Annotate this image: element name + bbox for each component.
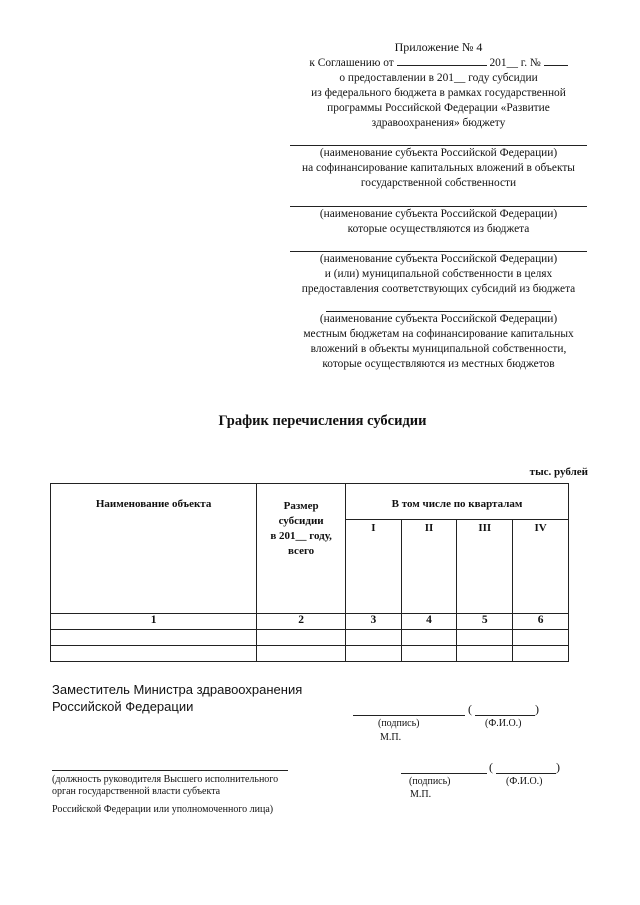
appendix-line2: о предоставлении в 201__ году субсидии xyxy=(339,72,538,84)
appendix-line8: которые осуществляются из бюджета xyxy=(347,223,530,235)
appendix-line13: которые осуществляются из местных бюджетов xyxy=(322,358,555,370)
agreement-year: 201__ г. № xyxy=(489,57,541,69)
deputy-minister-title xyxy=(52,681,302,715)
table-cell[interactable] xyxy=(513,630,569,646)
table-cell[interactable] xyxy=(345,630,401,646)
column-number: 2 xyxy=(257,614,346,630)
column-header-size xyxy=(257,484,346,614)
size-line2: субсидии xyxy=(278,515,324,527)
agreement-prefix: к Соглашению от xyxy=(309,57,394,69)
table-cell[interactable] xyxy=(457,630,513,646)
appendix-title: Приложение № 4 xyxy=(394,40,483,54)
agreement-line xyxy=(276,55,601,71)
appendix-header xyxy=(276,40,601,372)
caption-2: (наименование субъекта Российской Федерации) xyxy=(319,208,558,220)
table-row xyxy=(51,646,569,662)
appendix-line6: на софинансирование капитальных вложений в объекты xyxy=(302,162,575,174)
table-cell[interactable] xyxy=(513,646,569,662)
table-cell[interactable] xyxy=(51,630,257,646)
table-row xyxy=(51,630,569,646)
signature-caption: (подпись) xyxy=(409,776,451,787)
column-number: 5 xyxy=(457,614,513,630)
table-cell[interactable] xyxy=(401,630,457,646)
schedule-title: График перечисления субсидии xyxy=(218,413,427,429)
table-cell[interactable] xyxy=(257,630,346,646)
caption-1: (наименование субъекта Российской Федерации) xyxy=(319,147,558,159)
stamp-label: М.П. xyxy=(380,732,402,743)
official-line3: Российской Федерации или уполномоченного лица) xyxy=(52,804,274,815)
table-cell[interactable] xyxy=(345,646,401,662)
appendix-line3: из федерального бюджета в рамках государственной xyxy=(311,87,566,99)
stamp-label: М.П. xyxy=(410,789,432,800)
column-header-q3: III xyxy=(457,519,513,613)
caption-3: (наименование субъекта Российской Федерации) xyxy=(319,253,558,265)
fio-caption: (Ф.И.О.) xyxy=(485,718,522,729)
size-line3: в 201__ году, xyxy=(270,530,332,542)
signature-line[interactable] xyxy=(401,773,487,774)
official-line1: (должность руководителя Высшего исполнительного xyxy=(52,774,279,785)
table-cell[interactable] xyxy=(401,646,457,662)
column-header-quarters: В том числе по кварталам xyxy=(345,484,568,520)
unit-label: тыс. рублей xyxy=(529,466,588,478)
size-line4: всего xyxy=(287,545,315,557)
fio-caption: (Ф.И.О.) xyxy=(506,776,543,787)
column-number: 6 xyxy=(513,614,569,630)
column-number: 4 xyxy=(401,614,457,630)
schedule-table xyxy=(50,483,569,662)
column-header-name: Наименование объекта xyxy=(51,484,257,614)
fio-line[interactable] xyxy=(475,715,535,716)
signature-caption: (подпись) xyxy=(378,718,420,729)
column-number: 3 xyxy=(345,614,401,630)
appendix-line11: местным бюджетам на софинансирование капитальных xyxy=(303,328,574,340)
table-cell[interactable] xyxy=(457,646,513,662)
document-page: Приложение № 4 к Соглашению от 201__ г. № о предоставлении в 201__ году субсидии из федерального бюджета в рамках государственной программы Российской Федерации «Развитие здравоохранения» бюджету (наименование субъекта Российской Федерации) на софинансирование капитальных вложений в объекты государственной собственности (наименование субъекта Российской Федерации) которые осуществляются из бюджета (наименование субъекта Российской Федерации) и (или) муниципальной собственности в целях предоставления соответствующих субсидий из бюджета (наименование субъекта Российской Федерации) местным бюджетам на софинансирование капитальных вложений в объекты муниципальной собственности, которые осуществляются из местных бюджетов График перечисления субсидии тыс. рублей Наименование объекта Размер субсидии в 201__ году, всего В том числе по кварталам I II III IV 1 2 3 4 5 6 Заместитель Министра здравоохранения Российской Федерации ( ) (подпись) (Ф.И.О.) М.П. (должность руководителя Высшего исполнительного орган государственной власти субъекта Российской Федерации или уполномоченного лица) ( ) (подпись) (Ф.И.О.) М.П. xyxy=(0,0,640,905)
official-line2: орган государственной власти субъекта xyxy=(52,786,221,797)
column-numbers-row xyxy=(51,614,569,630)
caption-4: (наименование субъекта Российской Федерации) xyxy=(319,313,558,325)
column-header-q4: IV xyxy=(513,519,569,613)
column-header-q1: I xyxy=(345,519,401,613)
deputy-line2: Российской Федерации xyxy=(52,699,194,714)
deputy-line1: Заместитель Министра здравоохранения xyxy=(52,682,303,697)
signature-line[interactable] xyxy=(353,715,465,716)
size-line1: Размер xyxy=(283,500,319,512)
appendix-line7: государственной собственности xyxy=(360,177,517,189)
column-number: 1 xyxy=(51,614,257,630)
column-header-q2: II xyxy=(401,519,457,613)
fio-line[interactable] xyxy=(496,773,556,774)
appendix-line10: предоставления соответствующих субсидий из бюджета xyxy=(301,283,576,295)
appendix-line9: и (или) муниципальной собственности в целях xyxy=(324,268,553,280)
appendix-line12: вложений в объекты муниципальной собственности, xyxy=(310,343,567,355)
table-cell[interactable] xyxy=(257,646,346,662)
official-position xyxy=(52,772,278,818)
appendix-line4: программы Российской Федерации «Развитие xyxy=(327,102,550,114)
position-line[interactable] xyxy=(52,770,288,771)
table-cell[interactable] xyxy=(51,646,257,662)
appendix-line5: здравоохранения» бюджету xyxy=(371,117,506,129)
